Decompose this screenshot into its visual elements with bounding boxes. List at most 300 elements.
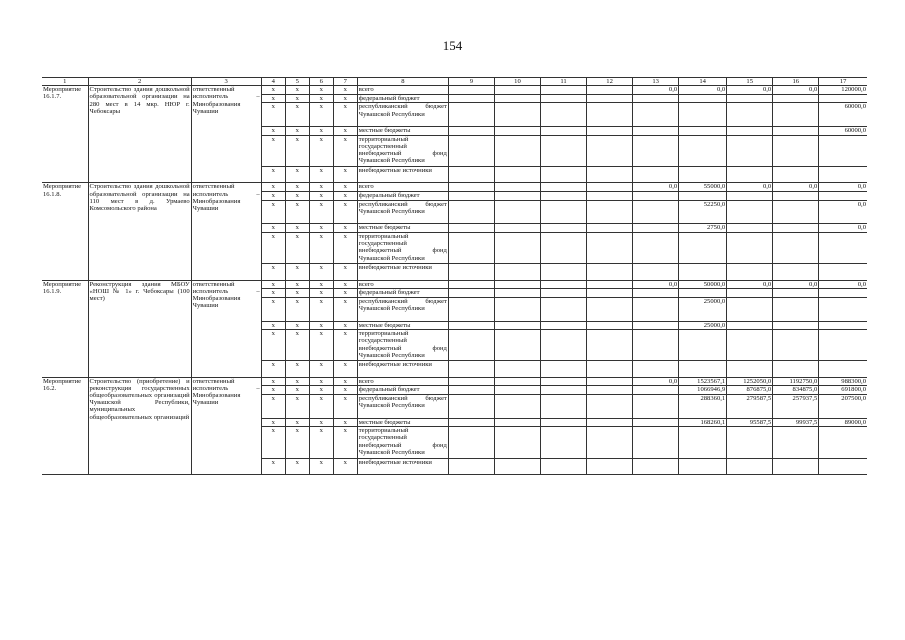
empty-cell <box>448 321 494 330</box>
empty-cell <box>494 127 540 136</box>
empty-cell <box>587 191 633 200</box>
x-mark-cell: x <box>261 280 285 289</box>
value-cell <box>819 191 867 200</box>
empty-cell <box>494 394 540 418</box>
table-row <box>42 86 867 95</box>
value-cell <box>819 94 867 103</box>
empty-cell <box>494 321 540 330</box>
empty-cell <box>448 224 494 233</box>
value-cell: 0,0 <box>819 183 867 192</box>
measure-id-cell: Мероприятие 16.1.7. <box>42 86 88 183</box>
value-cell <box>679 103 727 127</box>
empty-cell <box>541 361 587 377</box>
empty-cell <box>448 264 494 280</box>
source-label-cell: всего <box>357 280 448 289</box>
empty-cell <box>541 264 587 280</box>
value-cell: 25000,0 <box>679 321 727 330</box>
source-label-cell: всего <box>357 183 448 192</box>
x-mark-cell: x <box>285 297 309 321</box>
empty-cell <box>541 394 587 418</box>
value-cell: 207500,0 <box>819 394 867 418</box>
x-mark-cell: x <box>261 103 285 127</box>
source-label-cell: федеральный бюджет <box>357 191 448 200</box>
value-cell <box>773 289 819 298</box>
executor-cell: ответственный исполнитель – Минобразования Чувашии <box>191 86 261 183</box>
empty-cell <box>494 94 540 103</box>
value-cell <box>773 361 819 377</box>
value-cell <box>633 289 679 298</box>
x-mark-cell: x <box>333 297 357 321</box>
empty-cell <box>587 135 633 166</box>
x-mark-cell: x <box>309 280 333 289</box>
column-header: 3 <box>191 78 261 86</box>
value-cell <box>633 224 679 233</box>
value-cell <box>727 103 773 127</box>
empty-cell <box>587 394 633 418</box>
empty-cell <box>448 167 494 183</box>
source-label-cell: федеральный бюджет <box>357 94 448 103</box>
value-cell <box>819 361 867 377</box>
x-mark-cell: x <box>333 183 357 192</box>
x-mark-cell: x <box>309 224 333 233</box>
x-mark-cell: x <box>285 280 309 289</box>
x-mark-cell: x <box>333 330 357 361</box>
empty-cell <box>541 183 587 192</box>
empty-cell <box>494 191 540 200</box>
x-mark-cell: x <box>261 321 285 330</box>
value-cell: 988300,0 <box>819 377 867 386</box>
empty-cell <box>541 386 587 395</box>
column-header: 10 <box>494 78 540 86</box>
empty-cell <box>587 297 633 321</box>
x-mark-cell: x <box>309 418 333 427</box>
x-mark-cell: x <box>309 183 333 192</box>
x-mark-cell: x <box>333 394 357 418</box>
empty-cell <box>541 200 587 224</box>
empty-cell <box>448 427 494 458</box>
value-cell <box>773 232 819 263</box>
empty-cell <box>494 289 540 298</box>
empty-cell <box>587 86 633 95</box>
empty-cell <box>448 191 494 200</box>
value-cell <box>633 297 679 321</box>
x-mark-cell: x <box>285 386 309 395</box>
value-cell: 95587,5 <box>727 418 773 427</box>
x-mark-cell: x <box>333 361 357 377</box>
value-cell <box>773 297 819 321</box>
executor-cell: ответственный исполнитель – Минобразования Чувашии <box>191 183 261 280</box>
empty-cell <box>448 418 494 427</box>
value-cell <box>633 458 679 474</box>
value-cell <box>633 264 679 280</box>
empty-cell <box>448 200 494 224</box>
x-mark-cell: x <box>261 183 285 192</box>
x-mark-cell: x <box>285 394 309 418</box>
x-mark-cell: x <box>309 394 333 418</box>
value-cell <box>727 361 773 377</box>
value-cell <box>633 232 679 263</box>
empty-cell <box>494 361 540 377</box>
empty-cell <box>541 232 587 263</box>
empty-cell <box>587 167 633 183</box>
value-cell: 0,0 <box>773 280 819 289</box>
empty-cell <box>448 280 494 289</box>
x-mark-cell: x <box>261 394 285 418</box>
value-cell <box>819 264 867 280</box>
column-header: 11 <box>541 78 587 86</box>
table-row <box>42 377 867 386</box>
empty-cell <box>541 167 587 183</box>
value-cell: 0,0 <box>679 86 727 95</box>
empty-cell <box>448 183 494 192</box>
value-cell <box>819 135 867 166</box>
x-mark-cell: x <box>309 167 333 183</box>
empty-cell <box>587 224 633 233</box>
value-cell <box>773 427 819 458</box>
column-header: 17 <box>819 78 867 86</box>
value-cell: 0,0 <box>819 224 867 233</box>
empty-cell <box>448 127 494 136</box>
value-cell: 0,0 <box>727 86 773 95</box>
x-mark-cell: x <box>309 94 333 103</box>
value-cell <box>679 127 727 136</box>
value-cell <box>679 458 727 474</box>
empty-cell <box>541 224 587 233</box>
value-cell <box>773 330 819 361</box>
x-mark-cell: x <box>333 427 357 458</box>
empty-cell <box>541 191 587 200</box>
value-cell <box>773 458 819 474</box>
column-header: 2 <box>88 78 191 86</box>
x-mark-cell: x <box>261 135 285 166</box>
column-header: 4 <box>261 78 285 86</box>
value-cell <box>819 330 867 361</box>
empty-cell <box>494 377 540 386</box>
empty-cell <box>587 458 633 474</box>
x-mark-cell: x <box>261 297 285 321</box>
x-mark-cell: x <box>333 264 357 280</box>
column-header: 1 <box>42 78 88 86</box>
x-mark-cell: x <box>309 264 333 280</box>
budget-table <box>42 77 867 475</box>
empty-cell <box>448 232 494 263</box>
measure-name-cell: Строительство (приобретение) и реконструкция государственных общеобразовательных организаций Чувашской Республики, муниципальных общеобразовательных организаций <box>88 377 191 474</box>
empty-cell <box>587 264 633 280</box>
x-mark-cell: x <box>285 264 309 280</box>
empty-cell <box>587 94 633 103</box>
value-cell <box>773 191 819 200</box>
value-cell <box>727 224 773 233</box>
column-header: 14 <box>679 78 727 86</box>
x-mark-cell: x <box>285 418 309 427</box>
x-mark-cell: x <box>309 361 333 377</box>
source-label-cell: внебюджетные источники <box>357 264 448 280</box>
value-cell <box>727 191 773 200</box>
x-mark-cell: x <box>285 127 309 136</box>
value-cell <box>727 127 773 136</box>
column-header: 16 <box>773 78 819 86</box>
x-mark-cell: x <box>285 289 309 298</box>
value-cell: 0,0 <box>633 86 679 95</box>
value-cell: 0,0 <box>633 183 679 192</box>
value-cell <box>727 330 773 361</box>
value-cell <box>727 321 773 330</box>
x-mark-cell: x <box>285 232 309 263</box>
x-mark-cell: x <box>261 418 285 427</box>
measure-id-cell: Мероприятие 16.1.8. <box>42 183 88 280</box>
empty-cell <box>587 361 633 377</box>
empty-cell <box>587 377 633 386</box>
value-cell: 834875,0 <box>773 386 819 395</box>
source-label-cell: республиканский бюджет Чувашской Республики <box>357 297 448 321</box>
empty-cell <box>494 86 540 95</box>
measure-id-cell: Мероприятие 16.2. <box>42 377 88 474</box>
value-cell: 1066946,9 <box>679 386 727 395</box>
empty-cell <box>448 361 494 377</box>
value-cell <box>819 458 867 474</box>
empty-cell <box>494 280 540 289</box>
x-mark-cell: x <box>309 458 333 474</box>
empty-cell <box>541 127 587 136</box>
column-header: 13 <box>633 78 679 86</box>
value-cell <box>633 200 679 224</box>
x-mark-cell: x <box>309 191 333 200</box>
x-mark-cell: x <box>285 458 309 474</box>
value-cell <box>773 103 819 127</box>
empty-cell <box>494 330 540 361</box>
value-cell: 0,0 <box>773 183 819 192</box>
value-cell: 691800,0 <box>819 386 867 395</box>
x-mark-cell: x <box>261 427 285 458</box>
value-cell <box>679 135 727 166</box>
x-mark-cell: x <box>333 418 357 427</box>
value-cell <box>679 232 727 263</box>
empty-cell <box>587 289 633 298</box>
value-cell <box>727 297 773 321</box>
executor-cell: ответственный исполнитель – Минобразования Чувашии <box>191 280 261 377</box>
source-label-cell: всего <box>357 86 448 95</box>
x-mark-cell: x <box>333 167 357 183</box>
x-mark-cell: x <box>309 232 333 263</box>
empty-cell <box>448 386 494 395</box>
value-cell <box>773 224 819 233</box>
table-row <box>42 280 867 289</box>
value-cell <box>633 386 679 395</box>
x-mark-cell: x <box>333 224 357 233</box>
measure-name-cell: Строительство здания дошкольной образовательной организации на 280 мест в 14 мкр. НЮР г. Чебоксары <box>88 86 191 183</box>
empty-cell <box>541 458 587 474</box>
value-cell <box>679 427 727 458</box>
value-cell <box>633 418 679 427</box>
x-mark-cell: x <box>309 135 333 166</box>
value-cell: 0,0 <box>819 280 867 289</box>
table-body <box>42 86 867 475</box>
table-row <box>42 183 867 192</box>
x-mark-cell: x <box>333 103 357 127</box>
x-mark-cell: x <box>333 200 357 224</box>
source-label-cell: местные бюджеты <box>357 127 448 136</box>
empty-cell <box>448 330 494 361</box>
source-label-cell: местные бюджеты <box>357 224 448 233</box>
x-mark-cell: x <box>285 200 309 224</box>
value-cell: 0,0 <box>727 280 773 289</box>
empty-cell <box>541 297 587 321</box>
x-mark-cell: x <box>309 427 333 458</box>
value-cell: 50000,0 <box>679 280 727 289</box>
source-label-cell: федеральный бюджет <box>357 289 448 298</box>
empty-cell <box>494 418 540 427</box>
value-cell: 1523567,1 <box>679 377 727 386</box>
value-cell <box>773 264 819 280</box>
x-mark-cell: x <box>333 191 357 200</box>
empty-cell <box>448 394 494 418</box>
x-mark-cell: x <box>309 330 333 361</box>
x-mark-cell: x <box>309 377 333 386</box>
value-cell: 25000,0 <box>679 297 727 321</box>
value-cell: 120000,0 <box>819 86 867 95</box>
x-mark-cell: x <box>309 297 333 321</box>
x-mark-cell: x <box>261 386 285 395</box>
empty-cell <box>494 135 540 166</box>
empty-cell <box>541 377 587 386</box>
source-label-cell: местные бюджеты <box>357 418 448 427</box>
x-mark-cell: x <box>261 191 285 200</box>
empty-cell <box>541 280 587 289</box>
empty-cell <box>541 135 587 166</box>
source-label-cell: территориальный государственный внебюджетный фонд Чувашской Республики <box>357 232 448 263</box>
value-cell <box>633 127 679 136</box>
x-mark-cell: x <box>333 321 357 330</box>
empty-cell <box>541 94 587 103</box>
value-cell: 0,0 <box>727 183 773 192</box>
empty-cell <box>494 386 540 395</box>
source-label-cell: местные бюджеты <box>357 321 448 330</box>
source-label-cell: федеральный бюджет <box>357 386 448 395</box>
empty-cell <box>587 330 633 361</box>
empty-cell <box>494 200 540 224</box>
x-mark-cell: x <box>333 458 357 474</box>
x-mark-cell: x <box>333 232 357 263</box>
value-cell <box>633 103 679 127</box>
value-cell <box>727 264 773 280</box>
x-mark-cell: x <box>309 386 333 395</box>
value-cell: 0,0 <box>819 200 867 224</box>
value-cell <box>633 191 679 200</box>
empty-cell <box>541 330 587 361</box>
x-mark-cell: x <box>285 135 309 166</box>
value-cell <box>633 135 679 166</box>
x-mark-cell: x <box>261 232 285 263</box>
empty-cell <box>587 232 633 263</box>
empty-cell <box>587 418 633 427</box>
value-cell <box>819 167 867 183</box>
value-cell <box>727 458 773 474</box>
value-cell: 0,0 <box>773 86 819 95</box>
empty-cell <box>541 427 587 458</box>
value-cell <box>679 264 727 280</box>
x-mark-cell: x <box>261 361 285 377</box>
value-cell <box>773 321 819 330</box>
empty-cell <box>494 264 540 280</box>
empty-cell <box>448 94 494 103</box>
x-mark-cell: x <box>309 86 333 95</box>
value-cell: 52250,0 <box>679 200 727 224</box>
executor-cell: ответственный исполнитель – Минобразования Чувашии <box>191 377 261 474</box>
value-cell <box>727 135 773 166</box>
empty-cell <box>494 458 540 474</box>
x-mark-cell: x <box>309 321 333 330</box>
value-cell: 1192750,0 <box>773 377 819 386</box>
x-mark-cell: x <box>285 183 309 192</box>
value-cell: 288360,1 <box>679 394 727 418</box>
value-cell <box>679 191 727 200</box>
value-cell: 279587,5 <box>727 394 773 418</box>
x-mark-cell: x <box>261 458 285 474</box>
empty-cell <box>494 167 540 183</box>
value-cell: 1252050,0 <box>727 377 773 386</box>
source-label-cell: территориальный государственный внебюджетный фонд Чувашской Республики <box>357 427 448 458</box>
empty-cell <box>494 224 540 233</box>
column-header: 8 <box>357 78 448 86</box>
x-mark-cell: x <box>285 224 309 233</box>
empty-cell <box>587 183 633 192</box>
value-cell <box>633 427 679 458</box>
value-cell <box>773 167 819 183</box>
empty-cell <box>541 321 587 330</box>
empty-cell <box>448 289 494 298</box>
page-number: 154 <box>442 38 463 53</box>
empty-cell <box>494 427 540 458</box>
value-cell <box>727 289 773 298</box>
column-number-row <box>42 78 867 86</box>
value-cell: 168260,1 <box>679 418 727 427</box>
value-cell <box>819 297 867 321</box>
x-mark-cell: x <box>309 127 333 136</box>
empty-cell <box>448 86 494 95</box>
x-mark-cell: x <box>261 289 285 298</box>
column-header: 15 <box>727 78 773 86</box>
value-cell: 60000,0 <box>819 103 867 127</box>
x-mark-cell: x <box>333 94 357 103</box>
value-cell <box>819 232 867 263</box>
empty-cell <box>587 386 633 395</box>
source-label-cell: внебюджетные источники <box>357 361 448 377</box>
column-header: 12 <box>587 78 633 86</box>
source-label-cell: республиканский бюджет Чувашской Республики <box>357 103 448 127</box>
empty-cell <box>494 232 540 263</box>
x-mark-cell: x <box>285 377 309 386</box>
value-cell: 99937,5 <box>773 418 819 427</box>
x-mark-cell: x <box>261 264 285 280</box>
x-mark-cell: x <box>285 330 309 361</box>
source-label-cell: территориальный государственный внебюджетный фонд Чувашской Республики <box>357 330 448 361</box>
x-mark-cell: x <box>333 86 357 95</box>
value-cell <box>773 135 819 166</box>
column-header: 5 <box>285 78 309 86</box>
source-label-cell: республиканский бюджет Чувашской Республики <box>357 394 448 418</box>
value-cell: 0,0 <box>633 280 679 289</box>
measure-name-cell: Строительство здания дошкольной образовательной организации на 110 мест в д. Урмаево Комсомольского района <box>88 183 191 280</box>
value-cell <box>819 289 867 298</box>
x-mark-cell: x <box>333 386 357 395</box>
x-mark-cell: x <box>285 427 309 458</box>
value-cell: 2750,0 <box>679 224 727 233</box>
x-mark-cell: x <box>261 377 285 386</box>
column-header: 6 <box>309 78 333 86</box>
x-mark-cell: x <box>285 86 309 95</box>
value-cell <box>727 200 773 224</box>
value-cell <box>633 167 679 183</box>
